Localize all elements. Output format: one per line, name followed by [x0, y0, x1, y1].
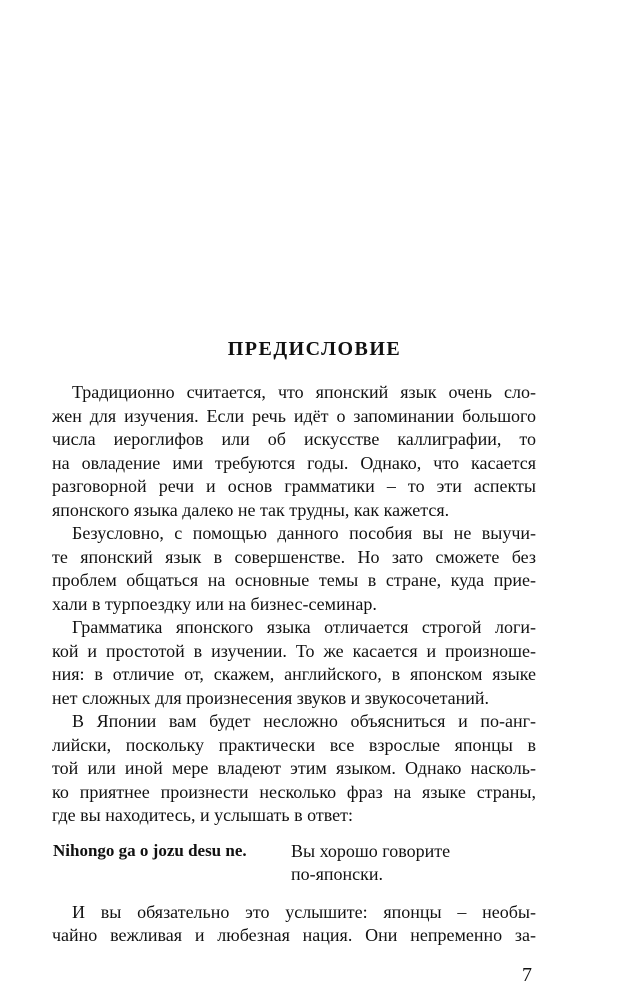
text-line: Грамматика японского языка отличается строгой логи-	[72, 617, 536, 637]
text-line: проблем общаться на основные темы в стране, куда прие-	[52, 570, 536, 590]
text-line: чайно вежливая и любезная нация. Они непременно за-	[52, 925, 536, 945]
page-title: ПРЕДИСЛОВИЕ	[227, 338, 402, 360]
phrase-japanese: Nihongo ga o jozu desu ne.	[53, 841, 247, 860]
text-line: числа иероглифов или об искусстве каллиграфии, то	[52, 429, 536, 449]
text-line: той или иной мере владеют этим языком. Однако насколь-	[52, 758, 536, 778]
text-line: Традиционно считается, что японский язык очень сло-	[72, 382, 536, 402]
text-line: кой и простотой в изучении. То же касается и произноше-	[52, 641, 536, 661]
text-line: разговорной речи и основ грамматики – то эти аспекты	[52, 476, 536, 496]
page-number: 7	[522, 964, 532, 986]
text-line: те японский язык в совершенстве. Но зато сможете без	[52, 547, 536, 567]
text-line: ко приятнее произнести несколько фраз на языке страны,	[52, 782, 536, 802]
text-line: на овладение ими требуются годы. Однако, что касается	[52, 453, 536, 473]
text-line: где вы находитесь, и услышать в ответ:	[52, 805, 353, 825]
phrase-translation-line: Вы хорошо говорите	[291, 841, 451, 861]
text-line: нет сложных для произнесения звуков и звукосочетаний.	[52, 688, 490, 708]
text-line: В Японии вам будет несложно объясниться и по-анг-	[72, 711, 536, 731]
text-line: лийски, поскольку практически все взрослые японцы в	[52, 735, 536, 755]
text-line: ния: в отличие от, скажем, английского, в японском языке	[52, 664, 536, 684]
text-line: хали в турпоездку или на бизнес-семинар.	[52, 594, 377, 614]
text-line: японского языка далеко не так трудны, как кажется.	[52, 500, 450, 520]
text-line: Безусловно, с помощью данного пособия вы не выучи-	[72, 523, 536, 543]
text-line: И вы обязательно это услышите: японцы – необы-	[72, 902, 536, 922]
phrase-translation-line: по-японски.	[291, 864, 384, 884]
text-line: жен для изучения. Если речь идёт о запоминании большого	[52, 406, 536, 426]
